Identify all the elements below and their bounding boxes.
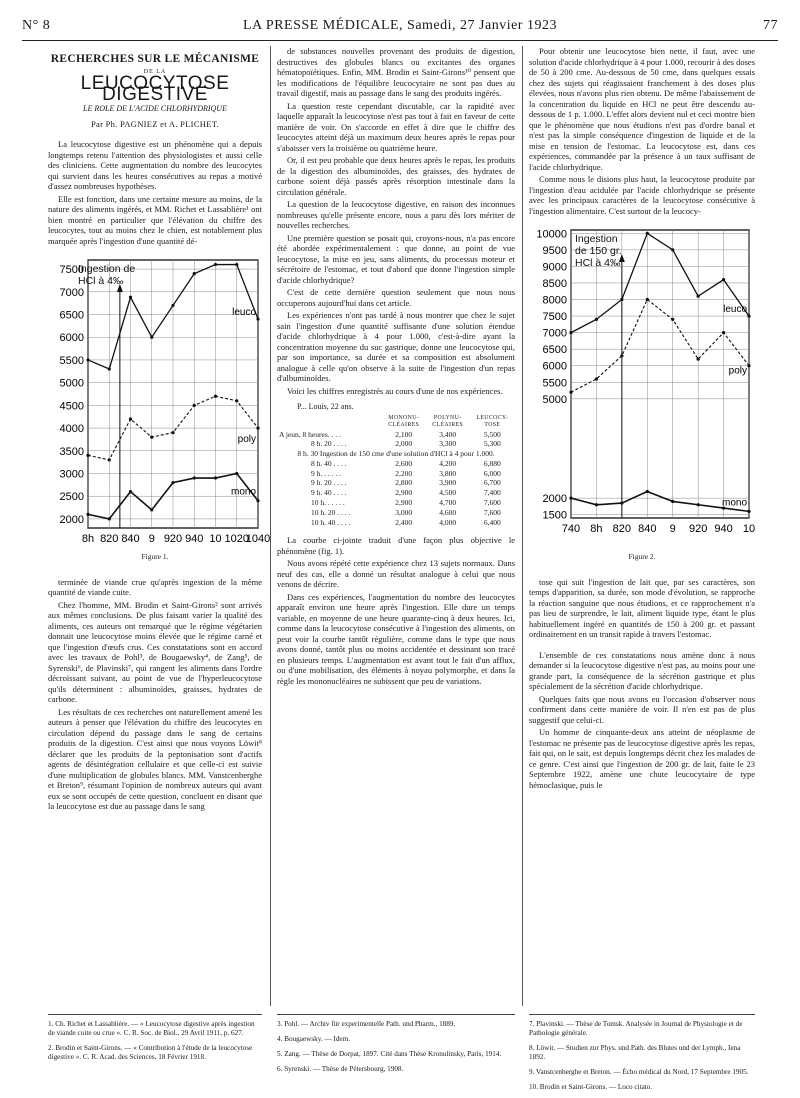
- paragraph: Elle est fonction, dans une certaine mesure au moins, de la nature des aliments ingérés, et MM. Richet et Lassablière¹ ont bien montré en particulier que l'élévation du chiffre des leucocytes, tout au moins chez le chien, est notablement plus marquée après l'ingestion d'une quantité dé-: [48, 193, 262, 246]
- y-tick-label: 6500: [59, 309, 84, 322]
- y-tick-label: 9000: [542, 261, 567, 274]
- table-cell: 4,600: [439, 507, 457, 517]
- footnote: 7. Plavinski. — Thèse de Tomsk. Analysée in Journal de Physiologie et de Pathologie générale.: [529, 1020, 743, 1037]
- paragraph: Nous avons répété cette expérience chez 13 sujets normaux. Dans neuf des cas, elle a donné un résultat analogue à celui que nous venons de décrire.: [277, 558, 515, 590]
- x-tick-label: 740: [561, 523, 581, 535]
- footnote: 3. Pohl. — Archiv für experimentelle Path. und Pharm., 1889.: [277, 1020, 456, 1028]
- article-title-main: LEUCOCYTOSE DIGESTIVE: [80, 73, 230, 105]
- y-tick-label: 7500: [542, 311, 567, 324]
- footnote-rule: [48, 1014, 262, 1015]
- data-point-mono: [646, 490, 649, 493]
- y-tick-label: 7500: [59, 264, 84, 277]
- data-point-poly: [256, 426, 259, 429]
- data-point-leuco: [108, 367, 111, 370]
- table-header-cell: LEUCOCY- TOSE: [476, 414, 509, 428]
- table-cell: 2,600: [395, 458, 413, 468]
- data-point-poly: [697, 358, 700, 361]
- x-tick-label: 1020: [224, 533, 249, 545]
- table-cell: 6,700: [483, 478, 501, 488]
- header-rule: [22, 40, 778, 41]
- data-point-mono: [256, 499, 259, 502]
- page-number: 77: [763, 18, 778, 33]
- paragraph: Les expériences n'ont pas tardé à nous montrer que chez le sujet sain l'ingestion d'une quantité suffisante d'une solution étendue d'acide chlorhydrique à 4 pour 1.000, c'est-à-dire ayant la concentration moyenne du suc gastrique, donne une leucocytose qui, par son importance, sa durée et sa composition est absolument analogue à celle qu'on observe à la suite de l'ingestion d'un repas d'albuminoïdes.: [277, 310, 515, 383]
- data-point-mono: [193, 476, 196, 479]
- data-point-mono: [595, 503, 598, 506]
- table-header-blank: [277, 415, 382, 430]
- data-point-leuco: [569, 331, 572, 334]
- table-row: [277, 439, 515, 449]
- x-tick-label: 820: [612, 523, 632, 535]
- data-point-leuco: [256, 317, 259, 320]
- data-point-poly: [108, 458, 111, 461]
- data-point-mono: [108, 517, 111, 520]
- data-point-poly: [193, 404, 196, 407]
- y-tick-label: 8500: [542, 277, 567, 290]
- table-cell: 7,600: [483, 498, 501, 508]
- data-point-poly: [235, 399, 238, 402]
- table-cell: 5,500: [483, 429, 501, 439]
- y-tick-label: 3000: [59, 468, 84, 481]
- paragraph: La courbe ci-jointe traduit d'une façon plus objective le phénomène (fig. 1).: [277, 535, 515, 556]
- y-tick-label: 1500: [542, 509, 567, 522]
- x-tick-label: 9: [669, 523, 676, 535]
- leucocyte-table: [277, 415, 515, 528]
- paragraph: Pour obtenir une leucocytose bien nette, il faut, avec une solution d'acide chlorhydrique à 4 pour 1.000, recourir à des doses de 50 à 200 cme. Au-dessous de 50 cme, dans quelques essais chez des sujets qui réagissaient franchement à des doses plus élevées, nous n'avons plus rien obtenu. De même l'abaissement de la concentration du liquide en HCl ne peut être descendu au-dessous de 1 p. 1.000. L'effet alors devient nul et ceci montre bien que le phénomène que nous étudions n'est pas d'ordre banal et n'est pas la simple conséquence d'ingestion de liquide et de la mise en tension de l'estomac. La leucocytose est, dans ces expériences, commandée par la présence à un taux suffisant de l'acide chlorhydrique.: [529, 46, 755, 172]
- y-tick-label: 5500: [542, 377, 567, 390]
- footnote: 8. Löwit. — Studien zur Phys. und Path. des Blutes und der Lymph., Iena 1892.: [529, 1044, 741, 1061]
- table-cell: 2,900: [395, 488, 413, 498]
- data-point-poly: [671, 318, 674, 321]
- x-tick-label: 940: [185, 533, 204, 545]
- article-title-top: RECHERCHES SUR LE MÉCANISME: [50, 53, 260, 65]
- table-cell: 4,700: [439, 498, 457, 508]
- y-tick-label: 7000: [59, 286, 84, 299]
- series-label-poly: poly: [728, 365, 747, 377]
- patient-label: P... Louis, 22 ans.: [297, 402, 354, 411]
- y-tick-label: 6000: [542, 360, 567, 373]
- column-separator: [270, 46, 271, 1006]
- table-cell: 3,800: [439, 468, 457, 478]
- paragraph: Chez l'homme, MM. Brodin et Saint-Girons² sont arrivés aux mêmes conclusions. De plus faisant varier la qualité des aliments, ces auteurs ont remarqué que le régime végétarien donnait une leucocytose moins élevée que le régime carné et que l'ingestion d'œufs crus. Ces constatations sont en accord avec les travaux de Pohl³, de Bougaewsky⁴, de Zang⁵, de Syrenski⁶, de Plavinski⁷, qui rangent les aliments dans l'ordre décroissant suivant, au point de vue de l'hyperleucocytose qu'ils déterminent : albuminoïdes, graisses, hydrates de carbone.: [48, 599, 262, 704]
- table-cell: 7,400: [483, 488, 501, 498]
- paragraph: Voici les chiffres enregistrés au cours d'une de nos expériences.: [287, 385, 503, 396]
- data-point-poly: [747, 364, 750, 367]
- footnote-rule: [277, 1014, 515, 1015]
- data-point-poly: [129, 417, 132, 420]
- table-cell: 6,400: [483, 517, 501, 527]
- y-tick-label: 4000: [59, 423, 84, 436]
- article-title-de-la: DE LA: [143, 68, 167, 75]
- footnotes-col-3: [529, 1020, 755, 1098]
- data-point-leuco: [150, 336, 153, 339]
- y-tick-label: 2000: [542, 493, 567, 506]
- footnote: 2. Brodin et Saint-Girons. — « Contribution à l'étude de la leucocytose digestive ». C. R. Acad. des Sciences, 18 Février 1918.: [48, 1044, 253, 1061]
- data-point-mono: [697, 503, 700, 506]
- footnote: 1. Ch. Richet et Lassablière. — « Leucocytose digestive après ingestion de viande cuite ou crue ». C. R. Soc. de Biol., 29 Avril 1911, p. 627.: [48, 1020, 255, 1037]
- plot-frame: [571, 230, 749, 518]
- x-tick-label: 820: [100, 533, 119, 545]
- y-tick-label: 6000: [59, 332, 84, 345]
- data-point-poly: [150, 436, 153, 439]
- data-point-leuco: [193, 272, 196, 275]
- y-tick-label: 5000: [59, 377, 84, 390]
- footnote: 9. Vanstcenberghe et Breton. — Écho médical du Nord, 17 Septembre 1905.: [529, 1068, 749, 1076]
- series-label-mono: mono: [721, 497, 747, 509]
- table-cell: 3,300: [439, 439, 457, 449]
- data-point-poly: [569, 391, 572, 394]
- data-point-poly: [86, 454, 89, 457]
- table-cell: A jeun, 8 heures. . . .: [279, 429, 341, 439]
- table-cell-ingestion: 8 h. 30 Ingestion de 150 cme d'une solution d'HCl à 4 pour 1.000.: [297, 449, 495, 459]
- table-cell: 4,000: [439, 517, 457, 527]
- data-point-poly: [171, 431, 174, 434]
- data-point-mono: [150, 508, 153, 511]
- x-tick-label: 1040: [245, 533, 271, 545]
- data-point-mono: [214, 476, 217, 479]
- y-tick-label: 8000: [542, 294, 567, 307]
- table-cell: 8 h. 40 . . . .: [311, 458, 347, 468]
- data-point-leuco: [747, 314, 750, 317]
- series-label-leuco: leuco: [723, 304, 747, 316]
- table-cell: 10 h. . . . . .: [311, 498, 345, 508]
- x-tick-label: 920: [688, 523, 708, 535]
- column-2: [277, 46, 515, 688]
- table-cell: 2,800: [395, 478, 413, 488]
- x-tick-label: 10: [742, 523, 756, 535]
- paragraph: Une première question se posait qui, croyons-nous, n'a pas encore été abordée expérimentalement : que donne, au point de vue leucocytose, la mise en jeu, sans aliments, du processus moteur et sécrétoire de l'estomac, et tout d'abord que donne l'ingestion simple d'acide chlorhydrique?: [277, 232, 515, 285]
- paragraph: de substances nouvelles provenant des produits de digestion, destructives des globules blancs ou excitantes des organes hématopoïétiques. Enfin, MM. Brodin et Saint-Girons¹⁰ pensent que les modifications de l'équilibre leucocytaire ne sont pas dues au travail digestif, mais au passage dans le sang des produits ingérés.: [277, 46, 515, 98]
- x-tick-label: 9: [148, 533, 155, 545]
- table-cell: 4,200: [439, 458, 457, 468]
- x-tick-label: 840: [638, 523, 657, 535]
- table-cell: 10 h. 40 . . . .: [311, 517, 351, 527]
- data-point-poly: [595, 377, 598, 380]
- paragraph: La question de la leucocytose digestive, en raison des inconnues nombreuses qu'elle présente encore, nous a paru dès lors mériter de nouvelles recherches.: [277, 199, 515, 230]
- series-label-poly: poly: [237, 434, 256, 446]
- data-point-leuco: [646, 232, 649, 235]
- running-header: [22, 18, 778, 36]
- table-cell: 2,400: [395, 517, 413, 527]
- data-point-poly: [214, 395, 217, 398]
- paragraph: Comme nous le disions plus haut, la leucocytose produite par l'ingestion d'eau acidulée par l'acide chlorhydrique se présente avec les principaux caractères de la leucocytose consécutive à l'ingestion alimentaire. C'est surtout de la leucocy-: [529, 174, 755, 216]
- x-tick-label: 10: [209, 533, 222, 545]
- y-tick-label: 6500: [542, 344, 567, 357]
- x-tick-label: 920: [163, 533, 183, 545]
- ingestion-annotation: Ingestion de HCl à 4‰: [78, 263, 136, 287]
- footnote: 5. Zang. — Thèse de Dorpat, 1897. Cité dans Thèse Kronulinsky, Paris, 1914.: [277, 1050, 502, 1058]
- table-cell: 5,300: [483, 439, 501, 449]
- x-tick-label: 840: [121, 533, 140, 545]
- table-header-cell: POLYNU- CLÉAIRES: [432, 414, 464, 428]
- figure-2-caption: Figure 2.: [628, 552, 656, 561]
- data-point-leuco: [697, 295, 700, 298]
- x-tick-label: 8h: [590, 523, 603, 535]
- table-row: [277, 478, 515, 488]
- data-point-poly: [722, 331, 725, 334]
- figure-1-caption: Figure 1.: [141, 552, 169, 561]
- y-tick-label: 2500: [59, 491, 84, 504]
- paragraph: Or, il est peu probable que deux heures après le repas, les produits de la digestion des albuminoïdes, des graisses, des hydrates de carbone soient déjà passés après résorption intestinale dans la circulation générale.: [277, 155, 515, 197]
- series-label-mono: mono: [230, 486, 256, 498]
- column-separator: [522, 46, 523, 1006]
- footnote: 4. Bougaewsky. — Idem.: [277, 1035, 350, 1043]
- paragraph: La question reste cependant discutable, car la rapidité avec laquelle apparaît la leucocytose n'est pas tout à fait en faveur de cette manière de voir. On s'accorde en effet à dire que le chiffre des leucocytes atteint déjà un maximum deux heures après le repas pour s'abaisser vers la troisième ou quatrième heure.: [277, 100, 515, 153]
- table-cell: 9 h. 20 . . . .: [311, 478, 347, 488]
- table-cell: 6,000: [483, 468, 501, 478]
- paragraph: Un homme de cinquante-deux ans atteint de néoplasme de l'estomac ne présente pas de leucocytose digestive après les repas, fait qui, on le sait, est depuis longtemps décrit chez les malades de ce genre. C'est ainsi que l'ingestion de 200 gr. de lait, faite le 23 Septembre 1922, amène une chute leucocytaire de type hémoclasique, puis le: [529, 727, 755, 790]
- table-row: [277, 488, 515, 498]
- journal-title: LA PRESSE MÉDICALE, Samedi, 27 Janvier 1923: [243, 18, 557, 33]
- footnotes-col-1: [48, 1020, 262, 1068]
- data-point-poly: [646, 298, 649, 301]
- y-tick-label: 4500: [59, 400, 84, 413]
- y-tick-label: 2000: [59, 513, 84, 526]
- figure-1-chart: [48, 248, 271, 548]
- y-tick-label: 5000: [542, 393, 567, 406]
- data-point-leuco: [595, 318, 598, 321]
- figure-2-chart: [529, 218, 755, 548]
- paragraph: Les résultats de ces recherches ont naturellement amené les auteurs à penser que l'élévation du chiffre des leucocytes en circulation dépend du passage dans le sang de certains produits de la digestion. C'est ainsi que nous voyons Löwit⁸ déclarer que les produits de la peptonisation sont d'actifs agents de désintégration cellulaire et que celle-ci est suivie d'une multiplication de globules blancs. MM. Vanstcenberghe et Breton⁹, résumant l'opinion de nombreux auteurs qui avant eux se sont occupés de cette question, concluent en disant que la leucocytose est due au passage dans le sang: [48, 706, 262, 811]
- paragraph: L'ensemble de ces constatations nous amène donc à nous demander si la leucocytose digestive n'est pas, au moins pour une grande part, la conséquence de la sécrétion gastrique et plus spécialement de la sécrétion d'acide chlorhydrique.: [529, 649, 755, 691]
- table-cell: 2,200: [395, 468, 413, 478]
- data-point-leuco: [235, 263, 238, 266]
- issue-number: N° 8: [22, 18, 51, 33]
- table-cell: 7,600: [483, 507, 501, 517]
- ingestion-annotation: Ingestion de 150 gr. HCl à 4‰: [575, 233, 622, 269]
- table-cell: 8 h. 20 . . . .: [311, 439, 347, 449]
- x-tick-label: 8h: [81, 533, 95, 545]
- column-1: [48, 46, 271, 814]
- table-row: [277, 459, 515, 469]
- column-3: [529, 46, 755, 792]
- table-cell: 2,100: [395, 429, 413, 439]
- footnote-rule: [529, 1014, 755, 1015]
- table-cell: 6,880: [483, 458, 501, 468]
- article-authors: Par Ph. PAGNIEZ et A. PLICHET.: [91, 118, 219, 129]
- x-tick-label: 940: [714, 523, 733, 535]
- footnotes-col-2: [277, 1020, 515, 1080]
- footnote: 10. Brodin et Saint-Girons. — Loco citato.: [529, 1083, 653, 1091]
- table-row: [277, 498, 515, 508]
- data-point-mono: [671, 500, 674, 503]
- data-point-mono: [747, 510, 750, 513]
- paragraph: tose qui suit l'ingestion de lait que, par ses caractères, son temps d'apparition, sa durée, son mode d'évolution, se rapproche la réaction sanguine que nous étudions, et ce rapprochement n'a pas lieu de surprendre, le lait, aliment liquide type, étant le plus habituellement ingéré en quantités de 150 à 200 gr. et passant ordinairement en un transit rapide à travers l'estomac.: [529, 576, 755, 639]
- table-cell: 3,900: [439, 478, 457, 488]
- y-tick-label: 5500: [59, 354, 84, 367]
- data-point-mono: [569, 497, 572, 500]
- data-point-mono: [129, 490, 132, 493]
- data-point-leuco: [671, 248, 674, 251]
- data-point-leuco: [214, 263, 217, 266]
- data-point-mono: [235, 472, 238, 475]
- table-row-ingestion: [277, 449, 515, 459]
- data-point-leuco: [86, 358, 89, 361]
- table-row: [277, 508, 515, 518]
- y-tick-label: 3500: [59, 445, 84, 458]
- table-cell: 9 h. 40 . . . .: [311, 488, 347, 498]
- paragraph: terminée de viande crue qu'après ingestion de la même quantité de viande cuite.: [48, 576, 262, 597]
- table-cell: 3,400: [439, 429, 457, 439]
- table-header-cell: MONONU- CLÉAIRES: [388, 414, 420, 428]
- table-cell: 4,500: [439, 488, 457, 498]
- paragraph: Quelques faits que nous avons eu l'occasion d'observer nous confirment dans cette manière de voir. Il n'en est pas de plus suggestif que celui-ci.: [529, 693, 755, 725]
- y-tick-label: 10000: [536, 228, 567, 241]
- table-row: [277, 518, 515, 528]
- paragraph: La leucocytose digestive est un phénomène qui a depuis longtemps retenu l'attention des physiologistes et aussi celle des cliniciens. Cette augmentation du nombre des leucocytes qui survient dans les heures consécutives au repas a motivé d'assez nombreuses hypothèses.: [48, 139, 262, 191]
- data-point-mono: [86, 513, 89, 516]
- table-cell: 2,900: [395, 498, 413, 508]
- table-header-row: [277, 415, 515, 430]
- y-tick-label: 7000: [542, 327, 567, 340]
- footnote: 6. Syrenski. — Thèse de Pétersbourg, 1908.: [277, 1065, 404, 1073]
- table-cell: 2,000: [395, 439, 413, 449]
- table-cell: 10 h. 20 . . . .: [311, 507, 351, 517]
- table-cell: 3,000: [395, 507, 413, 517]
- y-tick-label: 9500: [542, 244, 567, 257]
- table-row: [277, 469, 515, 479]
- data-point-leuco: [722, 278, 725, 281]
- article-subtitle: LE ROLE DE L'ACIDE CHLORHYDRIQUE: [83, 104, 227, 113]
- table-row: [277, 430, 515, 440]
- paragraph: Dans ces expériences, l'augmentation du nombre des leucocytes apparaît environ une heure après l'ingestion. Elle dure un temps variable, en moyenne de une heure quarante-cinq à deux heures. Ici, comme dans la leucocytose consécutive à l'ingestion des aliments, on peut voir la courbe tantôt régulière, comme dans le type que nous avons donné, tantôt plus ou moins accidentée et dessinant son tracé en plusieurs temps. L'augmentation est avant tout le fait d'un afflux, ou d'une mobilisation, des éléments à noyau polymorphe, et dans la règle les mononucléaires ne subissent que peu de variations.: [277, 591, 515, 686]
- table-cell: 9 h. . . . . .: [311, 468, 341, 478]
- data-point-mono: [171, 481, 174, 484]
- paragraph: C'est de cette dernière question seulement que nous nous occuperons aujourd'hui dans cet article.: [277, 287, 515, 308]
- data-point-leuco: [129, 296, 132, 299]
- series-label-leuco: leuco: [232, 307, 256, 319]
- data-point-leuco: [171, 304, 174, 307]
